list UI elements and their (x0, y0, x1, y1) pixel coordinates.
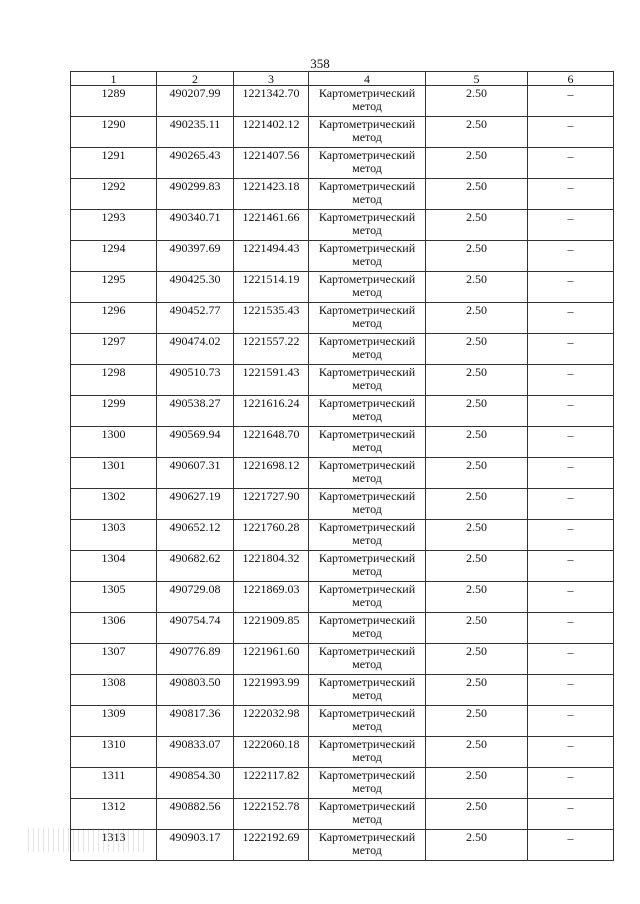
accuracy-cell: 2.50 (426, 768, 528, 799)
method-line-1: Картометрический (318, 644, 416, 658)
method-cell (309, 458, 426, 489)
method-line-1: Картометрический (318, 86, 416, 100)
point-number-cell: 1305 (71, 582, 157, 613)
method-line-2: метод (352, 657, 382, 671)
y-coordinate-cell: 1221461.66 (234, 210, 309, 241)
x-coordinate-cell: 490833.07 (157, 737, 234, 768)
x-coordinate-cell: 490538.27 (157, 396, 234, 427)
table-row (71, 582, 614, 613)
y-coordinate-cell: 1221727.90 (234, 489, 309, 520)
method-line-2: метод (352, 378, 382, 392)
note-dash: – (567, 118, 574, 132)
method-line-2: метод (352, 254, 382, 268)
header-col-3: 3 (234, 72, 309, 86)
note-cell (528, 117, 614, 148)
accuracy-cell: 2.50 (426, 179, 528, 210)
note-cell (528, 86, 614, 117)
accuracy-cell: 2.50 (426, 241, 528, 272)
point-number-cell: 1291 (71, 148, 157, 179)
note-dash: – (567, 335, 574, 349)
table-row (71, 489, 614, 520)
table-row (71, 179, 614, 210)
method-line-1: Картометрический (318, 272, 416, 286)
table-row (71, 768, 614, 799)
note-dash: – (567, 738, 574, 752)
x-coordinate-cell: 490510.73 (157, 365, 234, 396)
x-coordinate-cell: 490682.62 (157, 551, 234, 582)
method-cell (309, 768, 426, 799)
point-number-cell: 1299 (71, 396, 157, 427)
table-row (71, 303, 614, 334)
method-line-1: Картометрический (318, 179, 416, 193)
accuracy-cell: 2.50 (426, 830, 528, 861)
accuracy-cell: 2.50 (426, 737, 528, 768)
note-cell (528, 303, 614, 334)
table-row (71, 830, 614, 861)
note-dash: – (567, 800, 574, 814)
method-line-2: метод (352, 750, 382, 764)
x-coordinate-cell: 490817.36 (157, 706, 234, 737)
accuracy-cell: 2.50 (426, 396, 528, 427)
table-row (71, 644, 614, 675)
method-cell (309, 117, 426, 148)
method-line-1: Картометрический (318, 396, 416, 410)
accuracy-cell: 2.50 (426, 489, 528, 520)
method-line-1: Картометрический (318, 210, 416, 224)
point-number-cell: 1313 (71, 830, 157, 861)
y-coordinate-cell: 1221760.28 (234, 520, 309, 551)
point-number-cell: 1312 (71, 799, 157, 830)
note-cell (528, 334, 614, 365)
method-cell (309, 210, 426, 241)
point-number-cell: 1310 (71, 737, 157, 768)
point-number-cell: 1297 (71, 334, 157, 365)
x-coordinate-cell: 490652.12 (157, 520, 234, 551)
table-row (71, 117, 614, 148)
note-cell (528, 551, 614, 582)
x-coordinate-cell: 490299.83 (157, 179, 234, 210)
note-dash: – (567, 211, 574, 225)
accuracy-cell: 2.50 (426, 458, 528, 489)
point-number-cell: 1303 (71, 520, 157, 551)
x-coordinate-cell: 490607.31 (157, 458, 234, 489)
table-row (71, 706, 614, 737)
note-dash: – (567, 366, 574, 380)
table-row (71, 86, 614, 117)
method-line-1: Картометрический (318, 489, 416, 503)
method-cell (309, 148, 426, 179)
table-row (71, 334, 614, 365)
note-dash: – (567, 428, 574, 442)
x-coordinate-cell: 490235.11 (157, 117, 234, 148)
note-dash: – (567, 521, 574, 535)
scan-artifact (28, 828, 148, 852)
y-coordinate-cell: 1221648.70 (234, 427, 309, 458)
point-number-cell: 1296 (71, 303, 157, 334)
method-cell (309, 706, 426, 737)
y-coordinate-cell: 1221342.70 (234, 86, 309, 117)
accuracy-cell: 2.50 (426, 613, 528, 644)
method-cell (309, 675, 426, 706)
point-number-cell: 1294 (71, 241, 157, 272)
header-col-6: 6 (528, 72, 614, 86)
note-dash: – (567, 87, 574, 101)
x-coordinate-cell: 490627.19 (157, 489, 234, 520)
accuracy-cell: 2.50 (426, 365, 528, 396)
y-coordinate-cell: 1221407.56 (234, 148, 309, 179)
method-line-1: Картометрический (318, 613, 416, 627)
point-number-cell: 1295 (71, 272, 157, 303)
note-cell (528, 396, 614, 427)
method-line-1: Картометрический (318, 799, 416, 813)
y-coordinate-cell: 1221616.24 (234, 396, 309, 427)
point-number-cell: 1300 (71, 427, 157, 458)
method-line-1: Картометрический (318, 365, 416, 379)
note-dash: – (567, 676, 574, 690)
accuracy-cell: 2.50 (426, 148, 528, 179)
point-number-cell: 1298 (71, 365, 157, 396)
table-row (71, 241, 614, 272)
note-cell (528, 179, 614, 210)
table-row (71, 148, 614, 179)
method-line-2: метод (352, 285, 382, 299)
note-cell (528, 489, 614, 520)
note-cell (528, 582, 614, 613)
method-cell (309, 303, 426, 334)
note-cell (528, 768, 614, 799)
accuracy-cell: 2.50 (426, 210, 528, 241)
note-dash: – (567, 459, 574, 473)
method-line-2: метод (352, 688, 382, 702)
note-dash: – (567, 242, 574, 256)
note-dash: – (567, 149, 574, 163)
coordinates-table (70, 71, 614, 861)
y-coordinate-cell: 1221591.43 (234, 365, 309, 396)
method-line-2: метод (352, 533, 382, 547)
note-cell (528, 644, 614, 675)
point-number-cell: 1307 (71, 644, 157, 675)
note-dash: – (567, 552, 574, 566)
method-line-2: метод (352, 440, 382, 454)
table-row (71, 799, 614, 830)
method-cell (309, 737, 426, 768)
note-dash: – (567, 273, 574, 287)
point-number-cell: 1302 (71, 489, 157, 520)
x-coordinate-cell: 490452.77 (157, 303, 234, 334)
method-line-1: Картометрический (318, 241, 416, 255)
method-cell (309, 613, 426, 644)
method-line-2: метод (352, 719, 382, 733)
note-cell (528, 799, 614, 830)
method-cell (309, 86, 426, 117)
point-number-cell: 1289 (71, 86, 157, 117)
header-col-5: 5 (426, 72, 528, 86)
note-cell (528, 272, 614, 303)
method-line-1: Картометрический (318, 458, 416, 472)
accuracy-cell: 2.50 (426, 644, 528, 675)
x-coordinate-cell: 490207.99 (157, 86, 234, 117)
method-line-1: Картометрический (318, 117, 416, 131)
method-cell (309, 551, 426, 582)
method-line-2: метод (352, 781, 382, 795)
note-dash: – (567, 645, 574, 659)
note-dash: – (567, 769, 574, 783)
note-dash: – (567, 707, 574, 721)
y-coordinate-cell: 1221698.12 (234, 458, 309, 489)
note-cell (528, 458, 614, 489)
note-cell (528, 613, 614, 644)
method-line-2: метод (352, 502, 382, 516)
note-cell (528, 365, 614, 396)
header-col-4: 4 (309, 72, 426, 86)
note-cell (528, 675, 614, 706)
method-line-2: метод (352, 347, 382, 361)
point-number-cell: 1290 (71, 117, 157, 148)
header-col-2: 2 (157, 72, 234, 86)
x-coordinate-cell: 490903.17 (157, 830, 234, 861)
method-line-1: Картометрический (318, 551, 416, 565)
note-dash: – (567, 397, 574, 411)
x-coordinate-cell: 490265.43 (157, 148, 234, 179)
method-line-1: Картометрический (318, 706, 416, 720)
method-cell (309, 179, 426, 210)
x-coordinate-cell: 490803.50 (157, 675, 234, 706)
method-line-2: метод (352, 99, 382, 113)
note-cell (528, 427, 614, 458)
note-dash: – (567, 831, 574, 845)
note-cell (528, 520, 614, 551)
method-cell (309, 396, 426, 427)
table-row (71, 675, 614, 706)
method-line-1: Картометрический (318, 148, 416, 162)
method-cell (309, 799, 426, 830)
y-coordinate-cell: 1221494.43 (234, 241, 309, 272)
y-coordinate-cell: 1222192.69 (234, 830, 309, 861)
note-dash: – (567, 490, 574, 504)
method-line-2: метод (352, 130, 382, 144)
method-line-2: метод (352, 626, 382, 640)
method-line-2: метод (352, 192, 382, 206)
method-cell (309, 582, 426, 613)
point-number-cell: 1309 (71, 706, 157, 737)
method-line-2: метод (352, 471, 382, 485)
method-cell (309, 830, 426, 861)
method-line-1: Картометрический (318, 830, 416, 844)
y-coordinate-cell: 1221961.60 (234, 644, 309, 675)
note-dash: – (567, 304, 574, 318)
page-number: 358 (310, 56, 330, 71)
x-coordinate-cell: 490754.74 (157, 613, 234, 644)
table-header (71, 72, 614, 86)
table-row (71, 396, 614, 427)
method-cell (309, 241, 426, 272)
method-line-1: Картометрический (318, 675, 416, 689)
method-cell (309, 334, 426, 365)
point-number-cell: 1293 (71, 210, 157, 241)
method-line-1: Картометрический (318, 520, 416, 534)
point-number-cell: 1308 (71, 675, 157, 706)
y-coordinate-cell: 1221909.85 (234, 613, 309, 644)
y-coordinate-cell: 1221423.18 (234, 179, 309, 210)
note-cell (528, 148, 614, 179)
method-line-1: Картометрический (318, 303, 416, 317)
point-number-cell: 1292 (71, 179, 157, 210)
method-line-1: Картометрический (318, 737, 416, 751)
accuracy-cell: 2.50 (426, 582, 528, 613)
note-dash: – (567, 583, 574, 597)
accuracy-cell: 2.50 (426, 303, 528, 334)
accuracy-cell: 2.50 (426, 706, 528, 737)
method-line-2: метод (352, 812, 382, 826)
x-coordinate-cell: 490854.30 (157, 768, 234, 799)
method-line-2: метод (352, 316, 382, 330)
table-row (71, 737, 614, 768)
method-line-2: метод (352, 223, 382, 237)
method-line-2: метод (352, 595, 382, 609)
table-row (71, 520, 614, 551)
accuracy-cell: 2.50 (426, 551, 528, 582)
point-number-cell: 1304 (71, 551, 157, 582)
method-cell (309, 427, 426, 458)
header-col-1: 1 (71, 72, 157, 86)
accuracy-cell: 2.50 (426, 334, 528, 365)
method-line-2: метод (352, 564, 382, 578)
table-row (71, 365, 614, 396)
table-row (71, 272, 614, 303)
header-row (71, 72, 614, 86)
note-cell (528, 737, 614, 768)
x-coordinate-cell: 490776.89 (157, 644, 234, 675)
y-coordinate-cell: 1222060.18 (234, 737, 309, 768)
note-dash: – (567, 180, 574, 194)
point-number-cell: 1311 (71, 768, 157, 799)
accuracy-cell: 2.50 (426, 675, 528, 706)
x-coordinate-cell: 490340.71 (157, 210, 234, 241)
point-number-cell: 1301 (71, 458, 157, 489)
method-line-1: Картометрический (318, 427, 416, 441)
method-cell (309, 272, 426, 303)
y-coordinate-cell: 1221557.22 (234, 334, 309, 365)
method-line-2: метод (352, 843, 382, 857)
y-coordinate-cell: 1222032.98 (234, 706, 309, 737)
table-row (71, 613, 614, 644)
x-coordinate-cell: 490882.56 (157, 799, 234, 830)
table-row (71, 551, 614, 582)
table-row (71, 458, 614, 489)
method-line-1: Картометрический (318, 582, 416, 596)
note-cell (528, 830, 614, 861)
accuracy-cell: 2.50 (426, 427, 528, 458)
y-coordinate-cell: 1222152.78 (234, 799, 309, 830)
accuracy-cell: 2.50 (426, 520, 528, 551)
x-coordinate-cell: 490729.08 (157, 582, 234, 613)
x-coordinate-cell: 490425.30 (157, 272, 234, 303)
accuracy-cell: 2.50 (426, 272, 528, 303)
method-cell (309, 644, 426, 675)
note-cell (528, 210, 614, 241)
y-coordinate-cell: 1221514.19 (234, 272, 309, 303)
table-row (71, 210, 614, 241)
x-coordinate-cell: 490397.69 (157, 241, 234, 272)
y-coordinate-cell: 1221804.32 (234, 551, 309, 582)
accuracy-cell: 2.50 (426, 86, 528, 117)
method-cell (309, 520, 426, 551)
note-dash: – (567, 614, 574, 628)
y-coordinate-cell: 1221535.43 (234, 303, 309, 334)
method-line-2: метод (352, 409, 382, 423)
method-cell (309, 365, 426, 396)
method-line-2: метод (352, 161, 382, 175)
y-coordinate-cell: 1222117.82 (234, 768, 309, 799)
x-coordinate-cell: 490569.94 (157, 427, 234, 458)
x-coordinate-cell: 490474.02 (157, 334, 234, 365)
table-body (71, 86, 614, 861)
point-number-cell: 1306 (71, 613, 157, 644)
y-coordinate-cell: 1221402.12 (234, 117, 309, 148)
accuracy-cell: 2.50 (426, 799, 528, 830)
accuracy-cell: 2.50 (426, 117, 528, 148)
method-line-1: Картометрический (318, 768, 416, 782)
note-cell (528, 706, 614, 737)
method-cell (309, 489, 426, 520)
method-line-1: Картометрический (318, 334, 416, 348)
note-cell (528, 241, 614, 272)
y-coordinate-cell: 1221993.99 (234, 675, 309, 706)
table-row (71, 427, 614, 458)
y-coordinate-cell: 1221869.03 (234, 582, 309, 613)
